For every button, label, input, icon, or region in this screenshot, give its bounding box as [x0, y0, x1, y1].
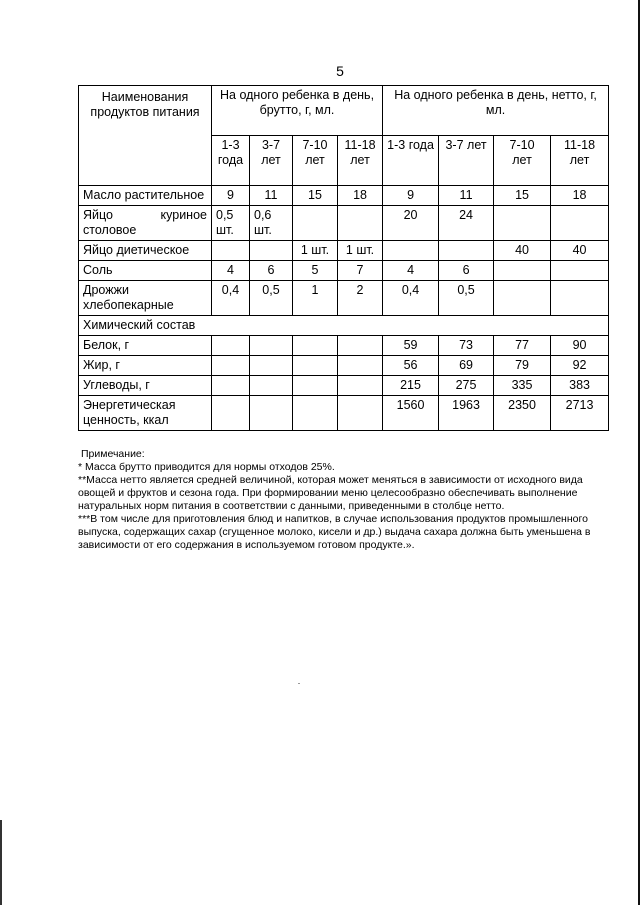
notes-title: Примечание:: [81, 448, 145, 460]
section-label: Химический состав: [79, 316, 609, 336]
scan-edge: [0, 820, 2, 905]
notes-block: [78, 448, 618, 552]
empty-cell: [212, 396, 250, 431]
product-name: Масло растительное: [79, 186, 212, 206]
net-value: 1560: [383, 396, 439, 431]
net-value: 18: [551, 186, 609, 206]
product-name: Соль: [79, 261, 212, 281]
net-value: 92: [551, 356, 609, 376]
gross-value: 1 шт.: [293, 241, 338, 261]
net-age-header: 7-10 лет: [494, 136, 551, 186]
gross-value: 1: [293, 281, 338, 316]
net-value: 77: [494, 336, 551, 356]
product-name: Яйцо диетическое: [79, 241, 212, 261]
nutrient-name: Белок, г: [79, 336, 212, 356]
gross-value: 0,4: [212, 281, 250, 316]
gross-value: 5: [293, 261, 338, 281]
gross-value: 6: [250, 261, 293, 281]
net-value: 11: [439, 186, 494, 206]
gross-value: 0,5 шт.: [212, 206, 250, 241]
gross-value: 15: [293, 186, 338, 206]
gross-value: [250, 241, 293, 261]
note-line: * Масса брутто приводится для нормы отходов 25%.: [78, 461, 335, 473]
empty-cell: [293, 396, 338, 431]
net-value: 0,4: [383, 281, 439, 316]
net-value: 275: [439, 376, 494, 396]
gross-value: [293, 206, 338, 241]
net-value: [494, 261, 551, 281]
table-row: [79, 376, 609, 396]
net-value: 2713: [551, 396, 609, 431]
table-row: [79, 241, 609, 261]
empty-cell: [338, 396, 383, 431]
net-value: 2350: [494, 396, 551, 431]
net-value: 9: [383, 186, 439, 206]
empty-cell: [250, 356, 293, 376]
nutrient-name: Энергетическая ценность, ккал: [79, 396, 212, 431]
empty-cell: [250, 336, 293, 356]
gross-value: 11: [250, 186, 293, 206]
table-row: [79, 356, 609, 376]
net-value: 79: [494, 356, 551, 376]
empty-cell: [293, 336, 338, 356]
net-value: 24: [439, 206, 494, 241]
net-value: [494, 206, 551, 241]
net-value: 73: [439, 336, 494, 356]
net-value: [551, 206, 609, 241]
empty-cell: [338, 376, 383, 396]
note-line: ***В том числе для приготовления блюд и напитков, в случае использования продуктов промышленного выпуска, содержащих сахар (сгущенное молоко, кисели и др.) выдача сахара должна быть уменьшена в зависимости от его содержания в используемом готовом продукте.».: [78, 513, 591, 551]
net-age-header: 1-3 года: [383, 136, 439, 186]
empty-cell: [212, 336, 250, 356]
table-row: [79, 336, 609, 356]
gross-value: [212, 241, 250, 261]
note-line: **Масса нетто является средней величиной, которая может меняться в зависимости от исходного вида овощей и фруктов и сезона года. При формировании меню целесообразно обеспечивать выполнение натуральных норм питания в соответствии с данными, приведенными в столбце нетто.: [78, 474, 583, 512]
net-value: 0,5: [439, 281, 494, 316]
empty-cell: [293, 356, 338, 376]
gross-value: [338, 206, 383, 241]
net-value: 383: [551, 376, 609, 396]
net-value: 40: [551, 241, 609, 261]
net-age-header: 11-18 лет: [551, 136, 609, 186]
net-value: 20: [383, 206, 439, 241]
gross-value: 0,5: [250, 281, 293, 316]
gross-value: 7: [338, 261, 383, 281]
gross-value: 1 шт.: [338, 241, 383, 261]
header-row: [79, 86, 609, 136]
gross-age-header: 3-7 лет: [250, 136, 293, 186]
net-value: 215: [383, 376, 439, 396]
empty-cell: [338, 336, 383, 356]
net-value: [551, 261, 609, 281]
gross-age-header: 1-3 года: [212, 136, 250, 186]
gross-age-header: 7-10 лет: [293, 136, 338, 186]
page-number: 5: [336, 63, 344, 79]
table-row: [79, 186, 609, 206]
net-value: 335: [494, 376, 551, 396]
empty-cell: [338, 356, 383, 376]
product-name: Яйцо куриное столовое: [79, 206, 212, 241]
gross-age-header: 11-18 лет: [338, 136, 383, 186]
net-value: 1963: [439, 396, 494, 431]
product-name: Дрожжи хлебопекарные: [79, 281, 212, 316]
table-row: [79, 396, 609, 431]
net-age-header: 3-7 лет: [439, 136, 494, 186]
nutrition-norms-table: [78, 85, 609, 431]
table-row: [79, 261, 609, 281]
empty-cell: [293, 376, 338, 396]
net-value: [383, 241, 439, 261]
section-row: [79, 316, 609, 336]
net-value: 69: [439, 356, 494, 376]
net-value: 90: [551, 336, 609, 356]
empty-cell: [212, 356, 250, 376]
net-value: [551, 281, 609, 316]
gross-value: 9: [212, 186, 250, 206]
nutrient-name: Жир, г: [79, 356, 212, 376]
gross-value: 2: [338, 281, 383, 316]
table-row: [79, 281, 609, 316]
net-group-header: На одного ребенка в день, нетто, г, мл.: [383, 86, 609, 136]
table-row: [79, 206, 609, 241]
empty-cell: [250, 396, 293, 431]
gross-value: 0,6 шт.: [250, 206, 293, 241]
net-value: 4: [383, 261, 439, 281]
net-value: 6: [439, 261, 494, 281]
net-value: 40: [494, 241, 551, 261]
product-column-header: Наименования продуктов питания: [79, 86, 212, 186]
net-value: 15: [494, 186, 551, 206]
nutrient-name: Углеводы, г: [79, 376, 212, 396]
gross-group-header: На одного ребенка в день, брутто, г, мл.: [212, 86, 383, 136]
net-value: 56: [383, 356, 439, 376]
gross-value: 18: [338, 186, 383, 206]
net-value: 59: [383, 336, 439, 356]
net-value: [494, 281, 551, 316]
empty-cell: [212, 376, 250, 396]
scan-speck: [298, 683, 300, 684]
gross-value: 4: [212, 261, 250, 281]
empty-cell: [250, 376, 293, 396]
net-value: [439, 241, 494, 261]
